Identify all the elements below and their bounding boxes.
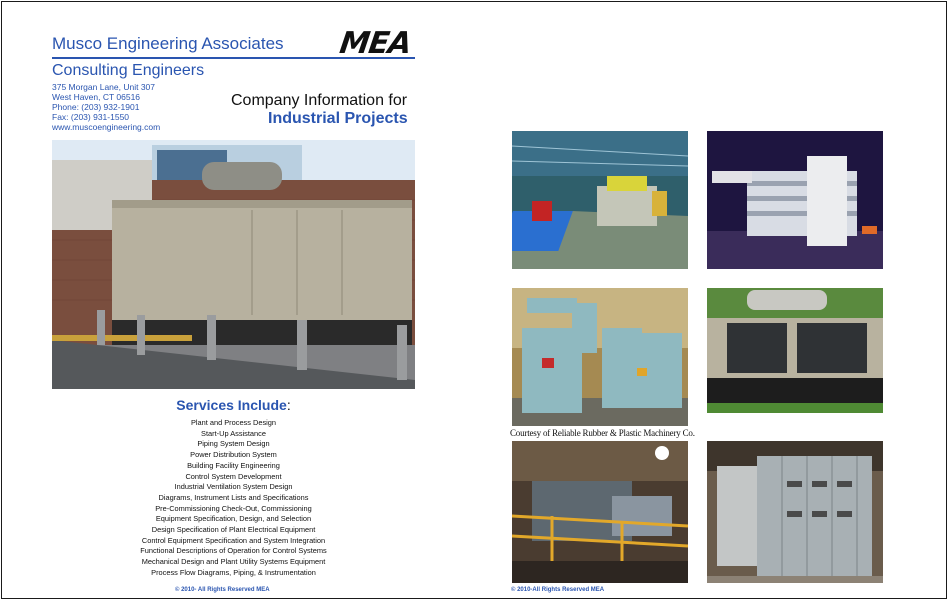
copyright-right: © 2010-All Rights Reserved MEA (511, 587, 605, 593)
services-list (52, 418, 415, 579)
list-item: Functional Descriptions of Operation for Control Systems (140, 546, 327, 556)
list-item: Building Facility Engineering (187, 460, 280, 470)
list-item: Diagrams, Instrument Lists and Specifications (158, 492, 309, 502)
list-item: Piping System Design (197, 439, 270, 449)
factory-floor-photo (512, 131, 688, 269)
company-logo: MEA (337, 26, 414, 61)
copyright-left: © 2010- All Rights Reserved MEA (175, 587, 270, 593)
address-city: West Haven, CT 06516 (52, 92, 141, 102)
electrical-switchgear-photo (707, 441, 883, 583)
company-subtitle: Consulting Engineers (52, 62, 205, 79)
photo-credit: Courtesy of Reliable Rubber & Plastic Machinery Co. (510, 428, 695, 438)
services-heading: Services Include: (176, 397, 291, 413)
list-item: Power Distribution System (190, 450, 277, 460)
calender-machine-photo (707, 131, 883, 269)
list-item: Control Equipment Specification and System Integration (141, 535, 326, 545)
list-item: Process Flow Diagrams, Piping, & Instrumentation (151, 567, 316, 577)
generator-enclosure-photo (52, 140, 415, 389)
plant-equipment-photo (512, 441, 688, 583)
brochure-title: Company Information for (231, 92, 408, 109)
list-item: Design Specification of Plant Electrical Equipment (151, 525, 316, 535)
list-item: Plant and Process Design (190, 418, 277, 427)
list-item: Control System Development (185, 471, 282, 481)
address-fax: Fax: (203) 931-1550 (52, 112, 130, 122)
brochure-subtitle: Industrial Projects (268, 110, 408, 127)
address-website[interactable]: www.muscoengineering.com (52, 122, 161, 132)
company-name: Musco Engineering Associates (52, 34, 284, 53)
generator-housing-photo (707, 288, 883, 413)
address-street: 375 Morgan Lane, Unit 307 (52, 82, 156, 92)
address-phone: Phone: (203) 932-1901 (52, 102, 140, 112)
list-item: Equipment Specification, Design, and Selection (155, 514, 312, 524)
list-item: Start-Up Assistance (201, 428, 266, 438)
press-machinery-photo (512, 288, 688, 426)
list-item: Industrial Ventilation System Design (174, 482, 293, 492)
list-item: Mechanical Design and Plant Utility Systems Equipment (141, 557, 326, 567)
list-item: Pre-Commissioning Check-Out, Commissioning (155, 503, 312, 513)
